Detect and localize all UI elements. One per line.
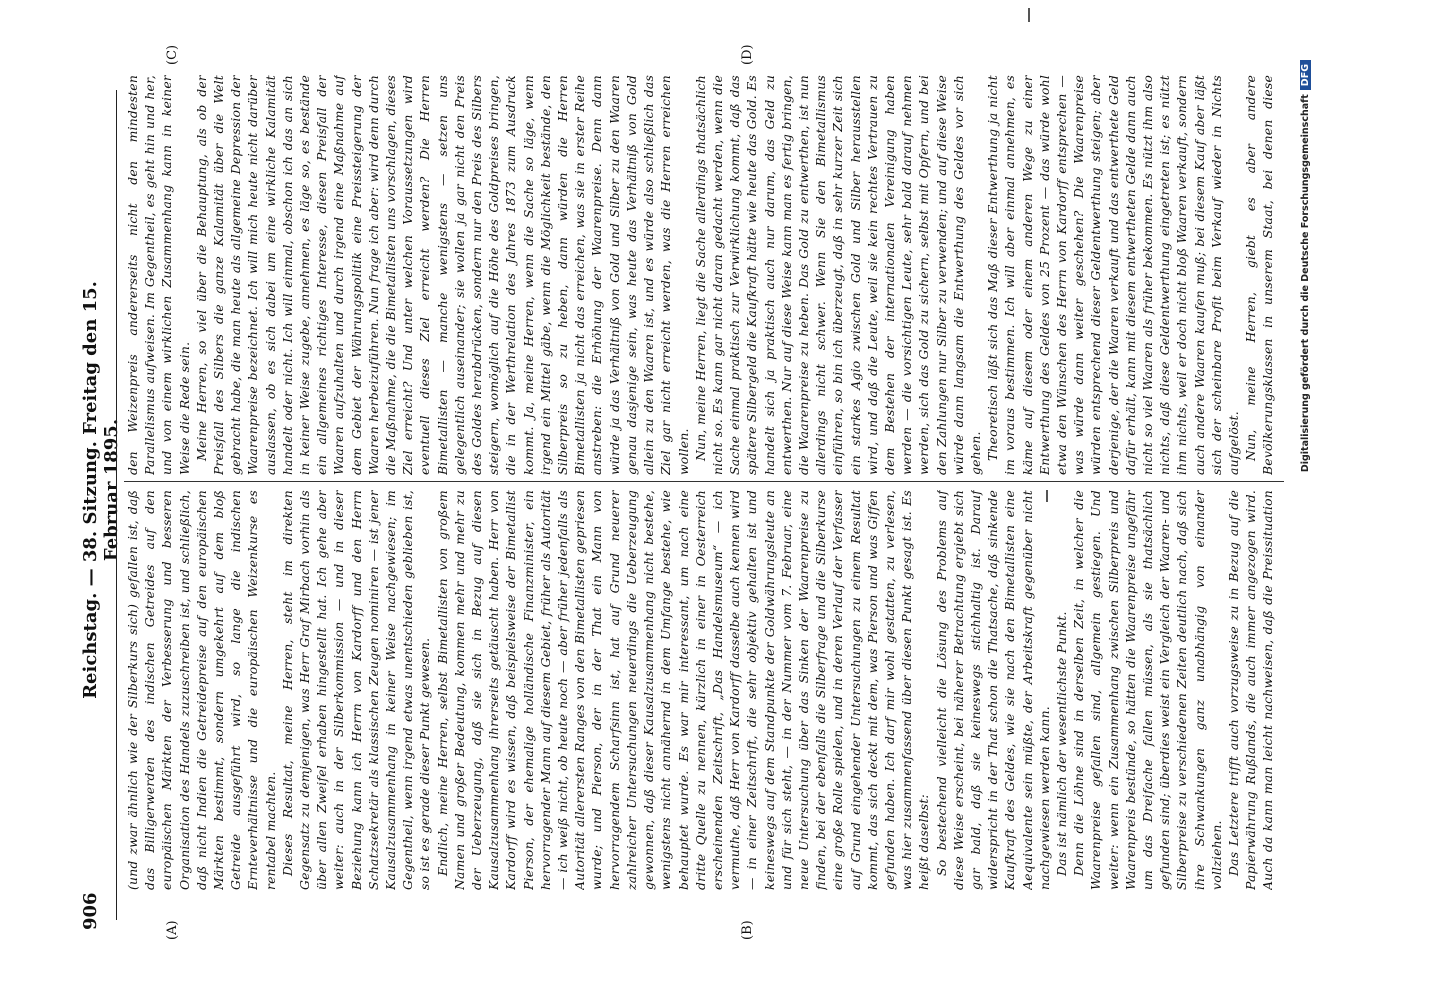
paragraph: Nun, meine Herren, giebt es aber andere Bevölkerungsklassen in unserem Staat, bei denen diese (1243, 75, 1276, 475)
paragraph: den Weizenpreis andererseits nicht den mindesten Parallelismus aufweisen. Im Gegentheil, es geht hin und her, und von einem wirklichen Zusammenhang kann in keiner Weise die Rede sein. (125, 75, 192, 475)
margin-mark-c: (C) (165, 44, 180, 65)
scan-mark (1046, 490, 1048, 502)
quotation: Denn die Löhne sind in derselben Zeit, in welcher die Waarenpreise gefallen sind, allgemein gestiegen. Und weiter: wenn ein Zusammenhang zwischen Silberpreis und Waarenpreis bestünde, so hätten die Waarenpreise ungefähr um das Dreifache fallen müssen, als sie thatsächlich gefunden sind; überdies weist ein Vergleich der Waaren- und Silberpreise zu verschiedenen Zeiten deutlich nach, daß sich ihre Schwankungen ganz unabhängig von einander vollziehen. (1071, 490, 1224, 890)
page-header (80, 0, 122, 1000)
running-title: Reichstag. — 38. Sitzung. Freitag den 15. Februar 1895. (80, 281, 122, 699)
paragraph: Das Letztere trifft auch vorzugsweise zu in Bezug auf die Papierwährung Rußlands, die auch immer angezogen wird. Auch da kann man leicht nachweisen, daß die Preissituation (1226, 490, 1276, 890)
digitization-credit (1300, 0, 1311, 1000)
paragraph: Das ist nämlich der wesentlichste Punkt. (1053, 611, 1069, 876)
paragraph: Dieses Resultat, meine Herren, steht im direkten Gegensatz zu demjenigen, was Herr Graf Mirbach vorhin als über allen Zweifel erhaben hingestellt hat. Ich gehe aber weiter: auch in der Silberkommission — und in dieser Beziehung kann ich Herrn von Kardorff und den Herrn Schatzsekretär als klassischen Zeugen nominiren — ist jener Kausalzusammenhang in keiner Weise nachgewiesen; im Gegentheil, wenn irgend etwas unentschieden geblieben ist, so ist es gerade dieser Punkt gewesen. (279, 490, 433, 890)
paragraph: Nun, meine Herren, liegt die Sache allerdings thatsächlich nicht so. Es kann gar nicht daran gedacht werden, wenn die Sache einmal praktisch zur Verwirklichung kommt, daß das spätere Silbergeld die Kaufkraft hätte wie heute das Gold. Es handelt sich ja praktisch auch nur darum, das Geld zu entwerthen. Nur auf diese Weise kann man es fertig bringen, die Waarenpreise zu heben. Das Gold zu entwerthen, ist nun allerdings nicht schwer. Wenn Sie den Bimetallismus einführen, so bin ich überzeugt, daß in sehr kurzer Zeit sich ein starkes Agio zwischen Gold und Silber herausstellen wird, und daß die Leute, weil sie kein rechtes Vertrauen zu dem Bestehen der internationalen Vereinigung haben werden — die vorsichtigen Leute, sehr bald darauf nehmen werden, sich das Gold zu sichern, selbst mit Opfern, und bei den Zahlungen nur Silber zu verwenden; und auf diese Weise würde dann langsam die Entwerthung des Geldes vor sich gehen. (692, 75, 983, 475)
scan-mark (1028, 8, 1030, 22)
margin-mark-a: (A) (165, 920, 180, 940)
paragraph: (und zwar ähnlich wie der Silberkurs sich) gefallen ist, daß das Billigerwerden des indischen Getreides auf den europäischen Märkten der Verbesserung und besseren Organisation des Handels zuzuschreiben ist, und schließlich, daß nicht Indien die Getreidepreise auf den europäischen Märkten bestimmt, sondern umgekehrt auf dem bloß Getreide ausgeführt wird, so lange die indischen Ernteverhältnisse und die europäischen Weizenkurse es rentabel machten. (125, 490, 278, 890)
margin-mark-b: (B) (740, 920, 755, 940)
paragraph: Meine Herren, so viel über die Behauptung, als ob der Preisfall des Silbers die ganze Kalamität über die Welt gebracht habe, die man heute als allgemeine Depression der Waarenpreise bezeichnet. Ich will mich heute nicht darüber auslassen, ob es sich dabei um eine wirkliche Kalamität handelt oder nicht. Ich will einmal, obschon ich das an sich in keiner Weise zugebe, annehmen, es läge so, es bestände ein allgemeines richtiges Interesse, diesen Preisfall der Waaren aufzuhalten und durch irgend eine Maßnahme auf dem Gebiet der Währungspolitik eine Preissteigerung der Waaren herbeizuführen. Nun frage ich aber: wird denn durch die Maßnahme, die die Bimetallisten uns vorschlagen, dieses Ziel erreicht? Und unter welchen Voraussetzungen wird eventuell dieses Ziel erreicht werden? Die Herren Bimetallisten — manche wenigstens — setzen uns gelegentlich auseinander; sie wollen ja gar nicht den Preis des Goldes herabdrücken, sondern nur den Preis des Silbers steigern, womöglich auf die Höhe des Goldpreises bringen, die in der Werthrelation des Jahres 1873 zum Ausdruck kommt. Ja, meine Herren, wenn die Sache so läge, wenn irgend ein Mittel gäbe, wenn die Möglichkeit bestände, den Silberpreis so zu heben, dann würden die Herren Bimetallisten ja nicht das erreichen, was sie in erster Reihe anstreben: die Erhöhung der Waarenpreise. Denn dann würde ja das Verhältniß von Gold und Silber zu den Waaren genau dasjenige sein, was heute das Verhältniß von Gold allein zu den Waaren ist, und es würde also schließlich das Ziel gar nicht erreicht werden, was die Herren erreichen wollen. (193, 75, 691, 475)
quotation: So bestechend vielleicht die Lösung des Problems auf diese Weise erscheint, bei näherer Betrachtung ergiebt sich gar bald, daß sie keineswegs stichhaltig ist. Darauf widerspricht in der That schon die Thatsache, daß sinkende Kaufkraft des Geldes, wie sie nach den Bimetallisten eine Aequivalente sein müßte, der Arbeitskraft gegenüber nicht nachgewiesen werden kann. (933, 490, 1052, 890)
header-rule (116, 90, 117, 920)
dfg-logo: DFG (1300, 60, 1311, 90)
paragraph: Endlich, meine Herren, selbst Bimetallisten von großem Namen und großer Bedeutung, kommen mehr und mehr zu der Ueberzeugung, daß sie sich in Bezug auf diesen Kausalzusammenhang ihrerseits getäuscht haben. Herr von Kardorff wird es wissen, daß beispielsweise der Bimetallist Pierson, der ehemalige holländische Finanzminister, ein hervorragender Mann auf diesem Gebiet, früher als Autorität — ich weiß nicht, ob heute noch — aber früher jedenfalls als Autorität allerersten Ranges von den Bimetallisten gepriesen wurde; und Pierson, der in der That ein Mann von hervorragendem Scharfsinn ist, hat auf Grund neuerer zahlreicher Untersuchungen neuerdings die Ueberzeugung gewonnen, daß dieser Kausalzusammenhang nicht bestehe, wenigstens nicht annähernd in dem Umfange bestehe, wie behauptet wurde. Es war mir interessant, um nach eine dritte Quelle zu nennen, kürzlich in einer in Oesterreich erscheinenden Zeitschrift, „Das Handelsmuseum“ — ich vermuthe, daß Herr von Kardorff dasselbe auch kennen wird — in einer Zeitschrift, die sehr objektiv gehalten ist und keineswegs auf dem Standpunkte der Goldwährungsleute an und für sich steht, — in der Nummer vom 7. Februar, eine neue Untersuchung über das Sinken der Waarenpreise zu finden, bei der ebenfalls die Silberfrage und die Silberkurse eine große Rolle spielen, und in deren Verlauf der Verfasser auf Grund eingehender Untersuchungen zu einem Resultat kommt, das sich deckt mit dem, was Pierson und was Giffen gefunden haben. Ich darf mir wohl gestatten, zu verlesen, was hier zusammenfassend über diesen Punkt gesagt ist. Es heißt daselbst: (434, 490, 932, 890)
column-divider (124, 481, 1284, 482)
credit-text: Digitalisierung gefördert durch die Deutsche Forschungsgemeinschaft (1300, 94, 1311, 473)
page-number: 906 (80, 892, 101, 930)
text-column-left (124, 490, 1279, 890)
paragraph: Theoretisch läßt sich das Maß dieser Entwerthung ja nicht im voraus bestimmen. Ich will aber einmal annehmen, es käme auf diesem oder einem anderen Wege zu einer Entwerthung des Geldes von 25 Prozent — das würde wohl etwa den Wünschen des Herrn von Kardorff entsprechen — was würde dann weiter geschehen? Die Waarenpreise würden entsprechend dieser Geldentwerthung steigen; aber derjenige, der die Waaren verkauft und das entwerthete Geld dafür erhält, kann mit diesem entwertheten Gelde dann auch nicht so viel Waaren als früher bekommen. Es nützt ihm also nichts, daß diese Geldentwerthung eingetreten ist; es nützt ihm nichts, weil er doch nicht bloß Waaren verkauft, sondern auch andere Waaren kaufen muß; bei diesem Kauf aber läßt sich der scheinbare Profit beim Verkauf wieder in Nichts aufgelöst. (985, 75, 1241, 475)
text-column-right (124, 75, 1279, 475)
margin-mark-d: (D) (740, 44, 755, 65)
